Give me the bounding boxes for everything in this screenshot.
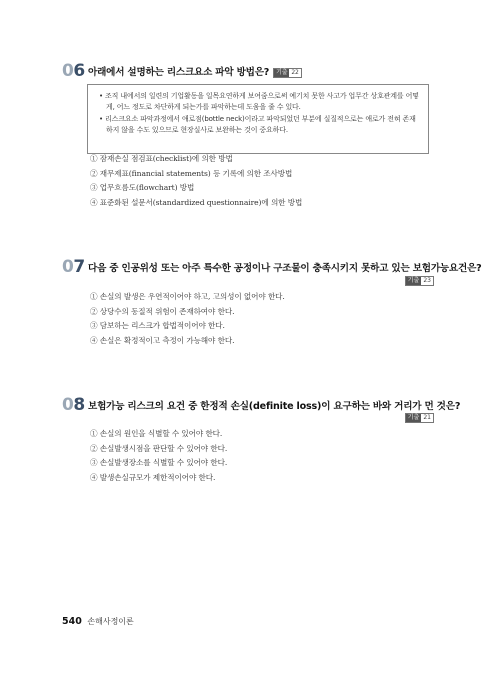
description-box: [87, 84, 429, 154]
exam-badge: 기출 23: [405, 276, 434, 286]
option-1: ① 잠재손실 점검표(checklist)에 의한 방법: [90, 154, 233, 163]
page-number: 540: [62, 616, 82, 627]
options-08: [90, 427, 227, 486]
question-text: 보험가능 리스크의 요건 중 한정적 손실(definite loss)이 요구하는 바와 거리가 먼 것은?: [88, 401, 461, 412]
question-number: 06: [62, 61, 85, 81]
question-number: 08: [62, 395, 85, 415]
exam-badge: 기출 22: [273, 68, 301, 78]
option-2: ② 상당수의 동질적 위험이 존재하여야 한다.: [90, 306, 235, 316]
option-4: ④ 발생손실규모가 제한적이어야 한다.: [90, 473, 216, 483]
option-3: ③ 업무흐름도(flowchart) 방법: [90, 183, 195, 193]
options-07: [90, 290, 285, 349]
book-title: 손해사정이론: [87, 617, 134, 626]
option-3: ③ 손실발생장소를 식별할 수 있어야 한다.: [90, 458, 228, 468]
question-text: 다음 중 인공위성 또는 아주 특수한 공정이나 구조물이 충족시키지 못하고 있는 보험가능요건은?: [88, 263, 482, 274]
question-07: [62, 257, 482, 284]
description-bullet: • 조직 내에서의 일련의 기업활동을 일목요연하게 보여줌으로써 예기치 못한 사고가 업무간 상호관계를 어떻게, 어느 정도로 차단하게 되는가를 파악하는데 도움을 줄 수 있다.: [99, 92, 419, 112]
question-text: 아래에서 설명하는 리스크요소 파악 방법은? 기출 22: [88, 64, 302, 78]
option-4: ④ 손실은 확정적이고 측정이 가능해야 한다.: [90, 336, 235, 346]
question-header: [62, 61, 434, 81]
exam-badge: 기출 21: [405, 413, 434, 423]
question-08: [62, 395, 461, 421]
option-1: ① 손실의 발생은 우연적이어야 하고, 고의성이 없어야 한다.: [90, 292, 285, 301]
option-2: ② 재무제표(financial statements) 등 기록에 의한 조사방법: [90, 168, 293, 178]
option-2: ② 손실발생시점을 판단할 수 있어야 한다.: [90, 443, 228, 453]
option-3: ③ 담보하는 리스크가 합법적이어야 한다.: [90, 321, 225, 331]
option-4: ④ 표준화된 설문서(standardized questionnaire)에 의한 방법: [90, 198, 303, 208]
page-footer: [62, 616, 134, 627]
option-1: ① 손실의 원인을 식별할 수 있어야 한다.: [90, 429, 223, 438]
description-bullet: • 리스크요소 파악과정에서 애로점(bottle neck)이라고 파악되었던 부분에 실질적으로는 애로가 전혀 존재하지 않을 수도 있으므로 현장실사로 보완하는 것이 중요하다.: [99, 114, 416, 135]
question-06: [62, 61, 434, 81]
question-header: [62, 395, 461, 415]
question-number: 07: [62, 257, 85, 277]
question-header: [62, 257, 482, 277]
options-06: [90, 152, 302, 211]
